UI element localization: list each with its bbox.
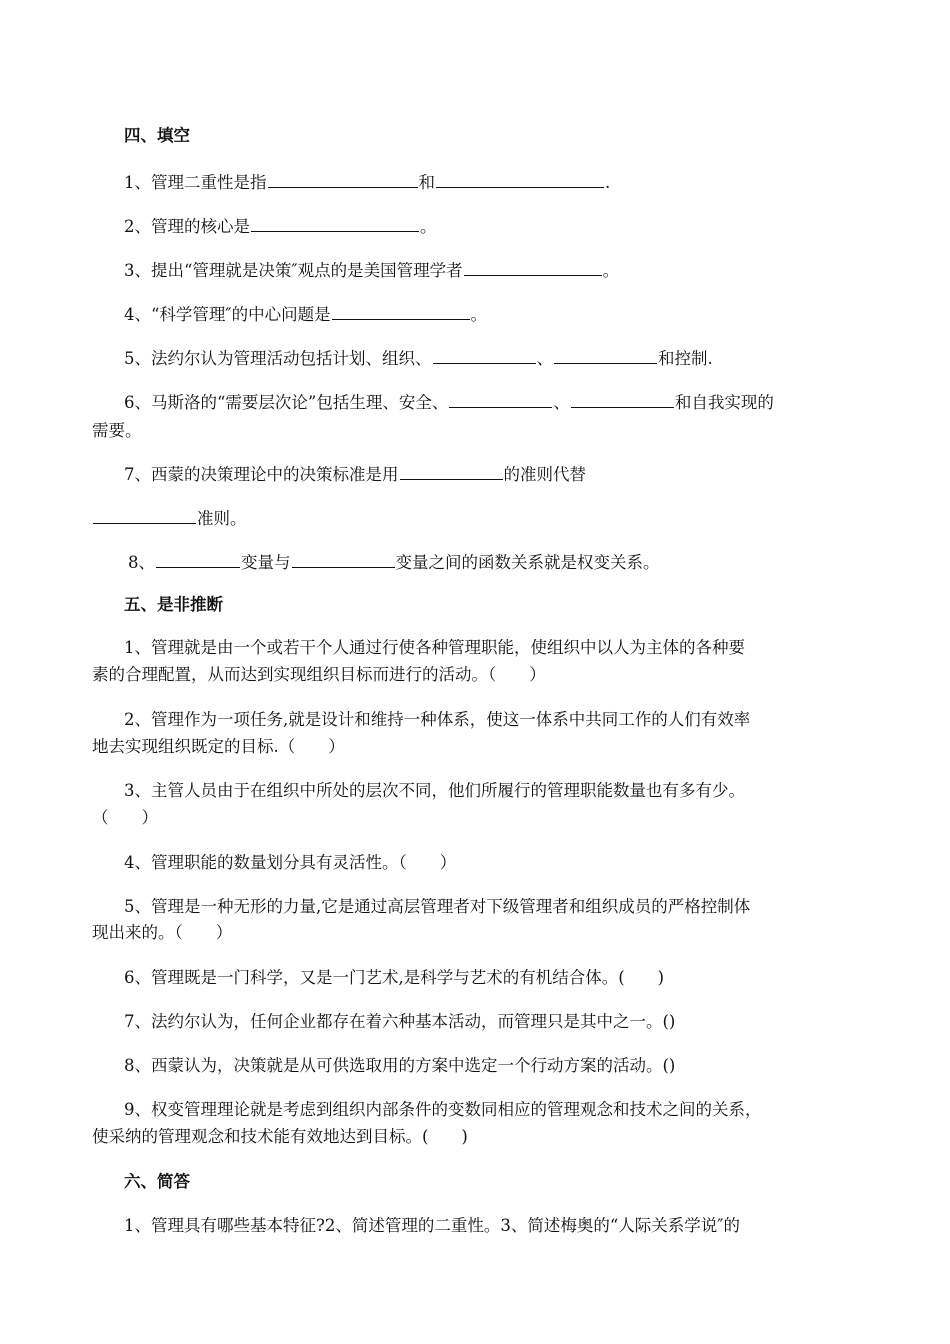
answer-blank[interactable] <box>268 170 418 188</box>
answer-blank[interactable] <box>156 550 240 568</box>
tf-question-2-continued: 地去实现组织既定的目标.（ ） <box>92 737 345 756</box>
tf-question-6: 6、管理既是一门科学，又是一门艺术,是科学与艺术的有机结合体。( ) <box>124 968 665 987</box>
fill-question-7-continued: 准则。 <box>92 506 247 530</box>
section-heading-true-false: 五、是非推断 <box>124 595 223 614</box>
fill-question-6-continued: 需要。 <box>92 421 142 440</box>
tf-question-1-continued: 素的合理配置，从而达到实现组织目标而进行的活动。（ ） <box>92 665 546 684</box>
fill-question-8: 8、 变量与 变量之间的函数关系就是权变关系。 <box>128 550 660 574</box>
answer-blank[interactable] <box>251 214 419 232</box>
fill-question-2: 2、管理的核心是 。 <box>124 214 437 238</box>
fill-question-7: 7、西蒙的决策理论中的决策标准是用 的准则代替 <box>124 462 586 486</box>
answer-blank[interactable] <box>400 462 503 480</box>
fill-question-4: 4、“科学管理″的中心问题是 。 <box>124 302 487 326</box>
answer-blank[interactable] <box>436 170 604 188</box>
tf-question-1: 1、管理就是由一个或若干个人通过行使各种管理职能，使组织中以人为主体的各种要 <box>124 638 745 657</box>
answer-blank[interactable] <box>433 346 536 364</box>
answer-blank[interactable] <box>449 390 552 408</box>
answer-blank[interactable] <box>464 258 602 276</box>
tf-question-7: 7、法约尔认为，任何企业都存在着六种基本活动，而管理只是其中之一。() <box>124 1012 676 1031</box>
tf-question-5-continued: 现出来的。（ ） <box>92 923 233 942</box>
section-heading-fill-blank: 四、填空 <box>124 126 190 145</box>
tf-question-5: 5、管理是一种无形的力量,它是通过高层管理者对下级管理者和组织成员的严格控制体 <box>124 897 751 916</box>
fill-question-3: 3、提出“管理就是决策″观点的是美国管理学者 。 <box>124 258 619 282</box>
answer-blank[interactable] <box>93 506 196 524</box>
answer-blank[interactable] <box>332 302 470 320</box>
fill-question-5: 5、法约尔认为管理活动包括计划、组织、 、 和控制. <box>124 346 713 370</box>
answer-blank[interactable] <box>554 346 657 364</box>
tf-question-3: 3、主管人员由于在组织中所处的层次不同，他们所履行的管理职能数量也有多有少。 <box>124 781 745 800</box>
answer-blank[interactable] <box>292 550 395 568</box>
tf-question-2: 2、管理作为一项任务,就是设计和维持一种体系，使这一体系中共同工作的人们有效率 <box>124 710 751 729</box>
section-heading-short-answer: 六、简答 <box>124 1172 190 1191</box>
tf-question-8: 8、西蒙认为，决策就是从可供选取用的方案中选定一个行动方案的活动。() <box>124 1056 676 1075</box>
fill-question-1: 1、管理二重性是指 和 . <box>124 170 610 194</box>
short-answer-questions: 1、管理具有哪些基本特征?2、简述管理的二重性。3、简述梅奥的“人际关系学说″的 <box>124 1216 740 1235</box>
tf-question-9-continued: 使采纳的管理观念和技术能有效地达到目标。( ) <box>92 1127 468 1146</box>
tf-question-4: 4、管理职能的数量划分具有灵活性。（ ） <box>124 853 457 872</box>
tf-question-3-continued: （ ） <box>92 808 158 827</box>
answer-blank[interactable] <box>571 390 674 408</box>
fill-question-6: 6、马斯洛的“需要层次论”包括生理、安全、 、 和自我实现的 <box>124 390 774 414</box>
tf-question-9: 9、权变管理理论就是考虑到组织内部条件的变数同相应的管理观念和技术之间的关系， <box>124 1100 762 1119</box>
